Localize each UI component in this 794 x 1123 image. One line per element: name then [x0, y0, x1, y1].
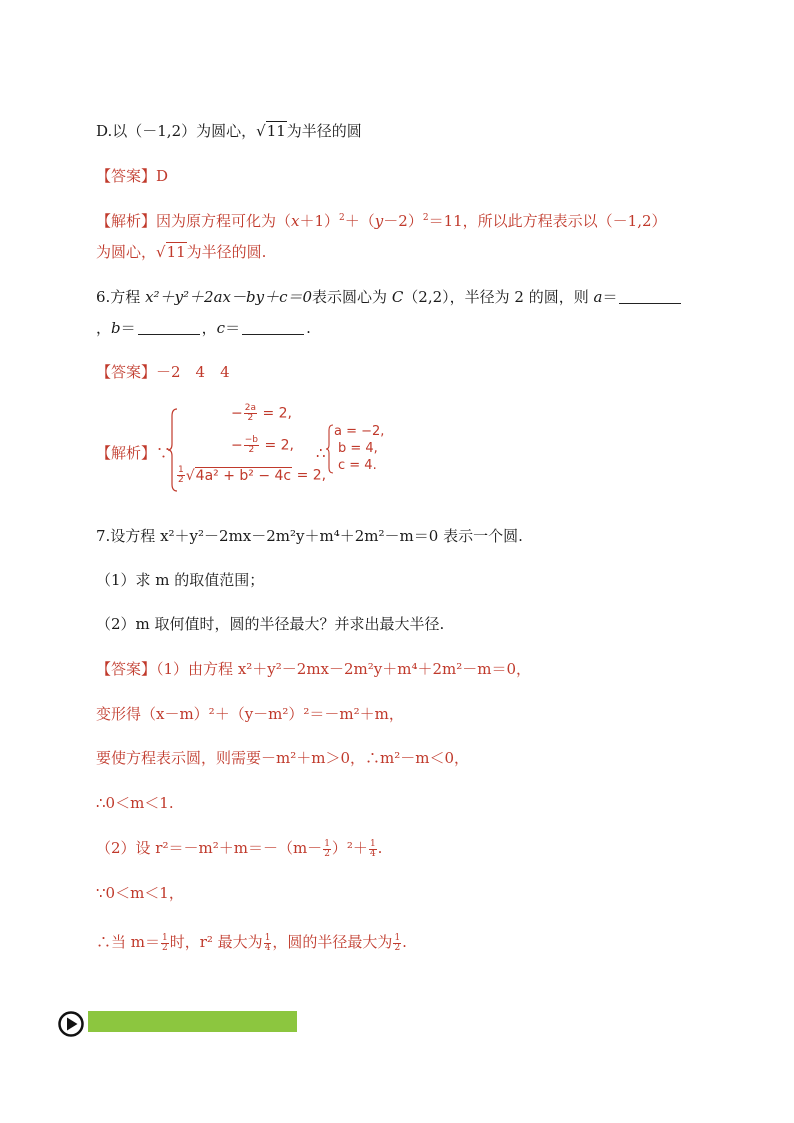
fraction-quarter: $\frac{1}{4}$ — [369, 838, 376, 859]
analysis-1-line-2: 为圆心，√11为半径的圆. — [96, 243, 267, 261]
sqrt-11: √11 — [256, 122, 286, 140]
blank-b[interactable] — [138, 320, 200, 335]
because-symbol: ∵ — [156, 444, 172, 462]
question-6-line-1: 6.方程 x²＋y²＋2ax－by＋c＝0表示圆心为 C（2,2），半径为 2 的圆，则 a＝ — [96, 287, 683, 307]
q6-equation: x²＋y²＋2ax－by＋c＝0 — [145, 288, 313, 306]
answer-3-line-4: ∴0＜m＜1. — [96, 794, 174, 812]
fraction-half: $\frac{1}{2}$ — [394, 932, 401, 953]
answer-3-line-2: 变形得（x－m）²＋（y－m²）²＝－m²＋m， — [96, 705, 404, 723]
play-circle-icon — [58, 1011, 84, 1037]
answer-3-line-7: ∴当 m＝ $\frac{1}{2}$ 时，r² 最大为 $\frac{1}{4}$ ，圆的半径最大为 $\frac{1}{2}$ . — [96, 932, 407, 953]
system-1 — [176, 404, 336, 494]
question-7-part-1: （1）求 m 的取值范围； — [96, 571, 265, 589]
therefore-symbol: ∴ — [316, 444, 326, 462]
answer-3-line-6: ∵0＜m＜1， — [96, 884, 184, 902]
analysis-2-label-line — [96, 443, 171, 463]
answer-value: －2 4 4 — [156, 363, 230, 381]
fraction-half: $\frac{1}{2}$ — [162, 932, 168, 953]
answer-value: D — [156, 167, 169, 185]
system-2 — [334, 424, 404, 476]
answer-3-line-3: 要使方程表示圆，则需要－m²＋m＞0，∴m²－m＜0， — [96, 749, 470, 767]
system-1-row-1: − $\frac{2a}{2}$ = 2, — [231, 403, 292, 423]
answer-label: 【答案】 — [96, 167, 157, 185]
answer-3-line-5: （2）设 r²＝－m²＋m＝－（m－ $\frac{1}{2}$ ）²＋ $\frac{1}{4}$ . — [96, 838, 383, 859]
left-brace-icon — [326, 424, 334, 474]
system-2-row-1: a = −2, — [334, 424, 385, 439]
blank-c[interactable] — [242, 320, 304, 335]
answer-block-1 — [96, 166, 168, 186]
question-7-stem: 7.设方程 x²＋y²－2mx－2m²y＋m⁴＋2m²－m＝0 表示一个圆. — [96, 527, 523, 545]
option-d — [96, 121, 362, 141]
blank-a[interactable] — [619, 289, 681, 304]
analysis-label: 【解析】 — [96, 444, 157, 462]
question-6-line-2: ，b＝ ，c＝ . — [96, 319, 311, 337]
fraction-quarter: $\frac{1}{4}$ — [264, 932, 271, 953]
question-7-part-2: （2）m 取何值时，圆的半径最大？并求出最大半径. — [96, 615, 445, 633]
section-header-bar — [88, 1011, 297, 1032]
system-1-row-3: $\frac{1}{2}$ √4a² + b² − 4c = 2, — [178, 465, 327, 485]
fraction-half: $\frac{1}{2}$ — [324, 838, 330, 859]
analysis-1-line-1: 【解析】因为原方程可化为$(x+1)^2+(y-2)^2=11$，所以此方程表示以（－1,2） — [96, 212, 667, 230]
answer-3-line-1: 【答案】（1）由方程 x²＋y²－2mx－2m²y＋m⁴＋2m²－m＝0， — [96, 660, 532, 678]
answer-block-2 — [96, 362, 230, 382]
answer-label: 【答案】 — [96, 363, 157, 381]
option-d-suffix: 为半径的圆 — [286, 122, 362, 140]
answer-label: 【答案】 — [96, 660, 157, 678]
system-1-row-2: − $\frac{-b}{2}$ = 2, — [231, 435, 294, 455]
sqrt-11-analysis: √11 — [156, 243, 186, 261]
system-2-row-2: b = 4, — [338, 441, 378, 456]
analysis-label: 【解析】 — [96, 212, 157, 230]
option-d-prefix: D.以（－1,2）为圆心， — [96, 122, 257, 140]
system-2-row-3: c = 4. — [338, 458, 377, 473]
